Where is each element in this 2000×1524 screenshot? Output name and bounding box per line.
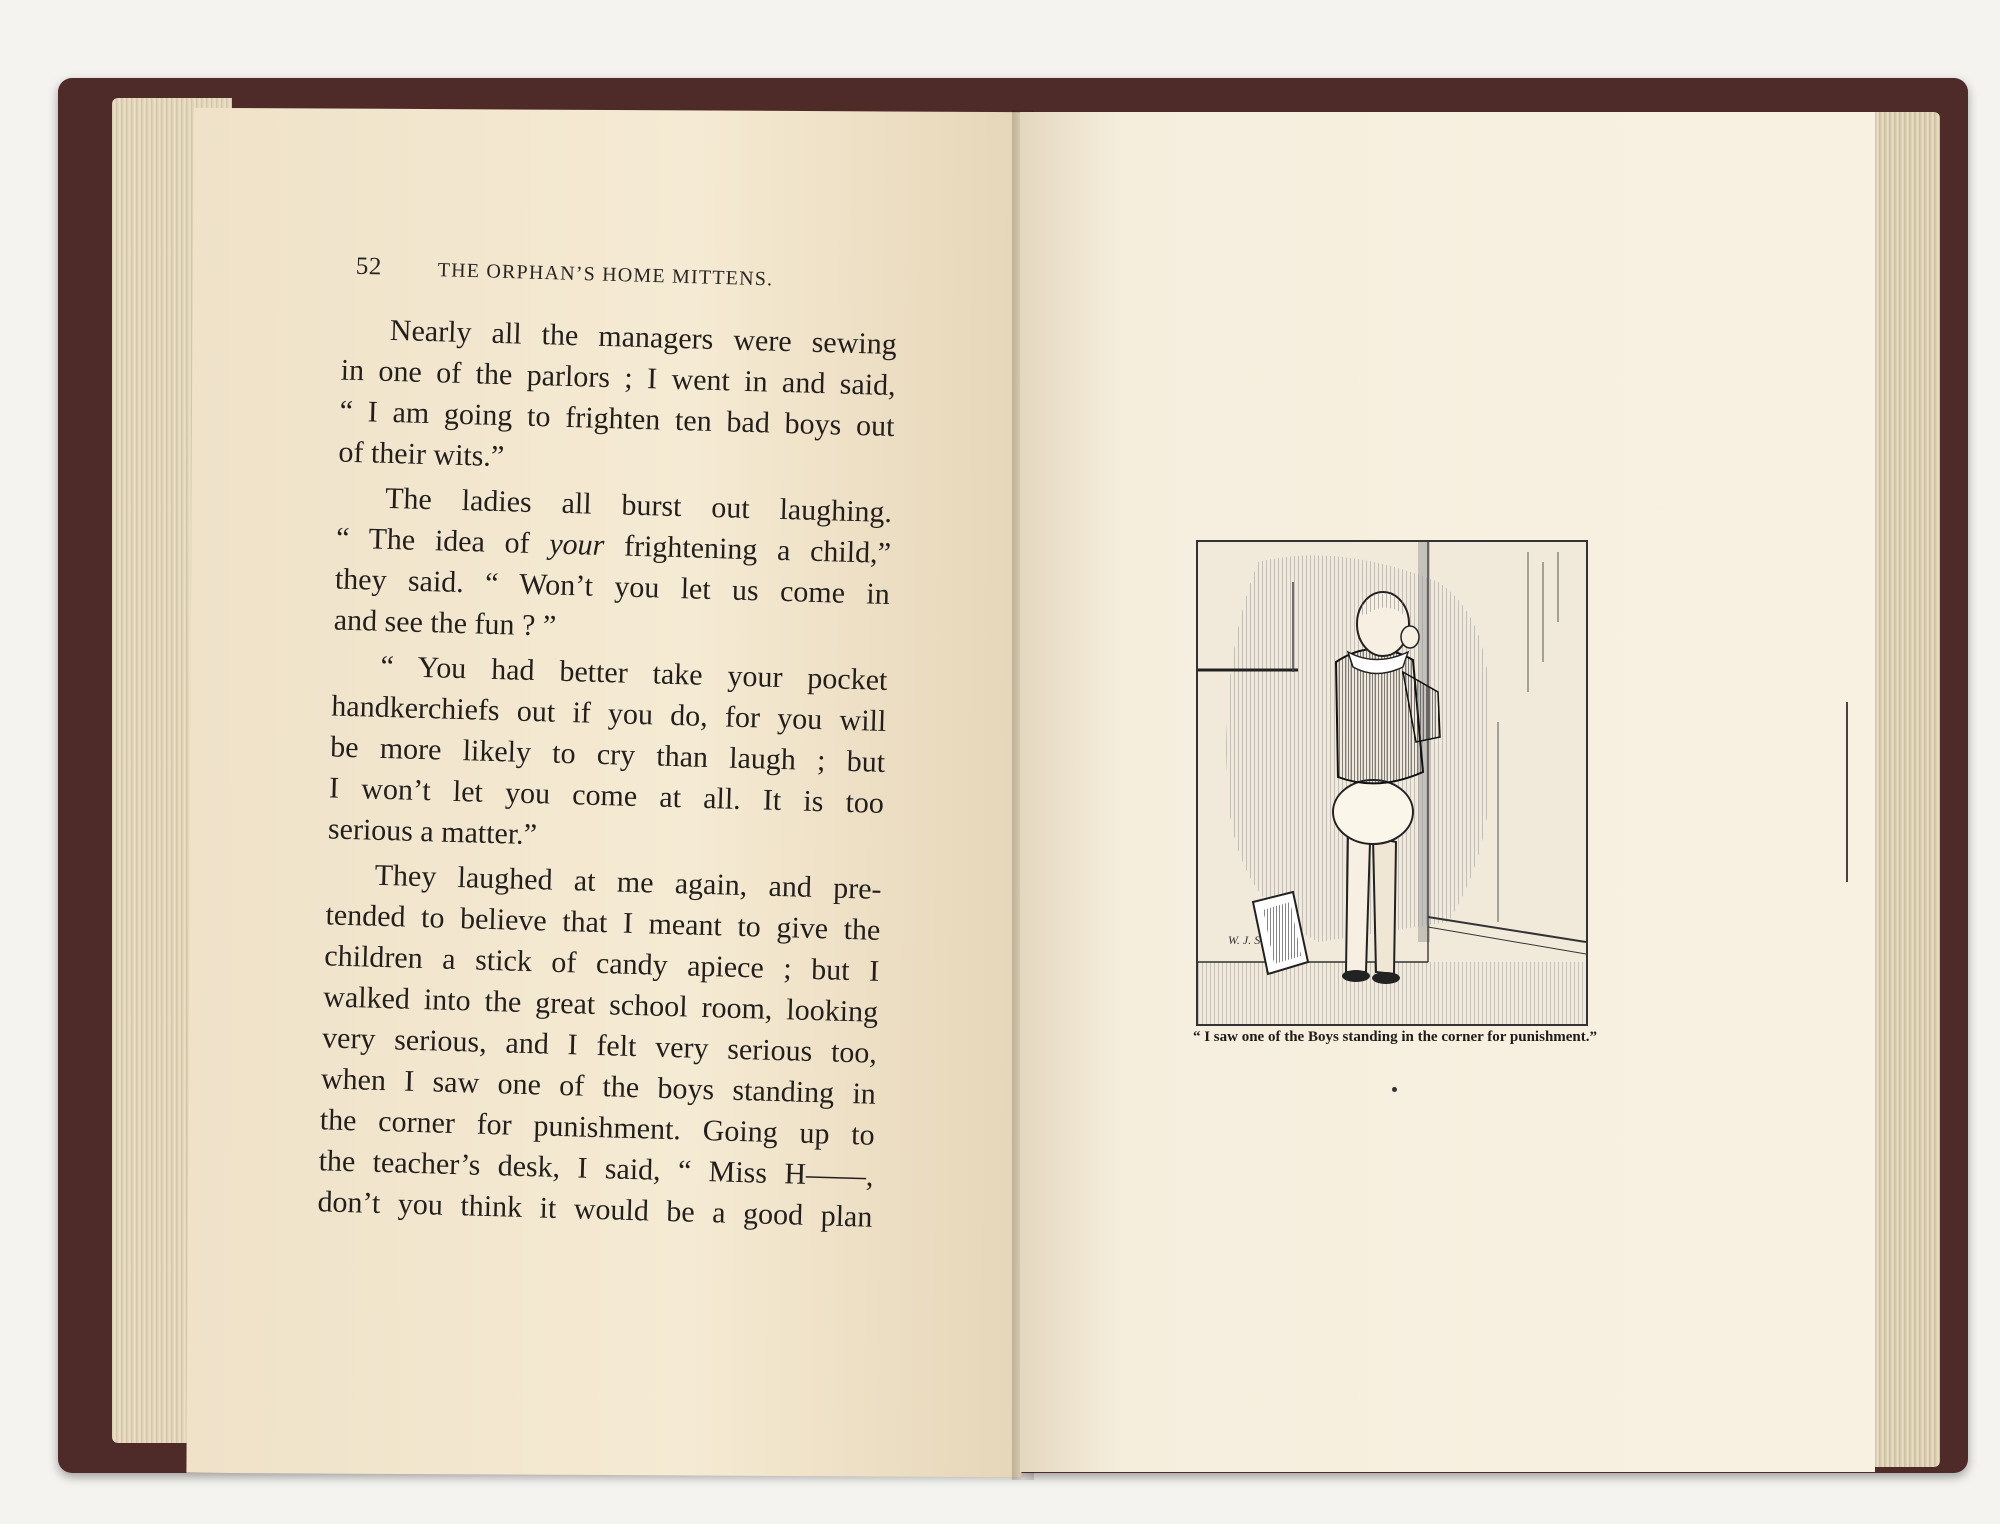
text-line: children a stick of candy apiece ; but I xyxy=(323,939,880,988)
text-line: the teacher’s desk, I said, “ Miss H——, xyxy=(318,1144,874,1193)
paragraph-4 xyxy=(317,853,882,1237)
engraving-illustration xyxy=(1196,540,1588,1026)
text-line: the corner for punishment. Going up to xyxy=(319,1103,876,1152)
text-line: don’t you think it would be a good plan xyxy=(317,1185,873,1234)
running-title: THE ORPHAN’S HOME MITTENS. xyxy=(437,259,774,291)
text-line-with-italic: “ The idea of your frightening a child,” xyxy=(335,521,892,571)
paragraph-1 xyxy=(338,309,897,488)
text-line: serious a matter.” xyxy=(327,812,538,852)
page-rule xyxy=(1846,702,1848,882)
text-line: “ I am going to frighten ten bad boys out xyxy=(339,394,895,444)
italic-word: your xyxy=(548,527,605,563)
text-line: very serious, and I felt very serious too, xyxy=(321,1021,878,1070)
print-dot xyxy=(1392,1087,1397,1092)
text-line: walked into the great school room, looking xyxy=(322,980,879,1029)
artist-signature: W. J. S. xyxy=(1228,933,1264,947)
paragraph-3 xyxy=(327,644,888,864)
text-line: in one of the parlors ; I went in and said, xyxy=(340,353,897,403)
body-text xyxy=(317,309,897,1238)
text-line: I won’t let you come at all. It is too xyxy=(328,771,885,820)
right-page xyxy=(1020,112,1875,1472)
text-line: “ You had better take your pocket xyxy=(380,649,888,697)
boy-in-corner-illustration xyxy=(1198,542,1586,1024)
text-line: The ladies all burst out laughing. xyxy=(384,481,893,530)
text-line: of their wits.” xyxy=(338,435,505,474)
paragraph-2 xyxy=(333,477,892,656)
text-line: be more likely to cry than laugh ; but xyxy=(329,730,886,779)
text-line: tended to believe that I meant to give the xyxy=(325,898,881,947)
text-line: handkerchiefs out if you do, for you will xyxy=(330,689,887,738)
text-line: Nearly all the managers were sewing xyxy=(389,313,898,362)
text-line: they said. “ Won’t you let us come in xyxy=(334,562,891,611)
left-page xyxy=(186,108,1028,1477)
illustration-caption: “ I saw one of the Boys standing in the corner for punishment.” xyxy=(1192,1029,1598,1045)
text-line: and see the fun ? ” xyxy=(333,603,557,643)
page-header xyxy=(355,253,876,296)
page-number: 52 xyxy=(355,252,383,281)
text-line: They laughed at me again, and pre- xyxy=(374,858,882,906)
text-line: when I saw one of the boys standing in xyxy=(320,1062,877,1111)
